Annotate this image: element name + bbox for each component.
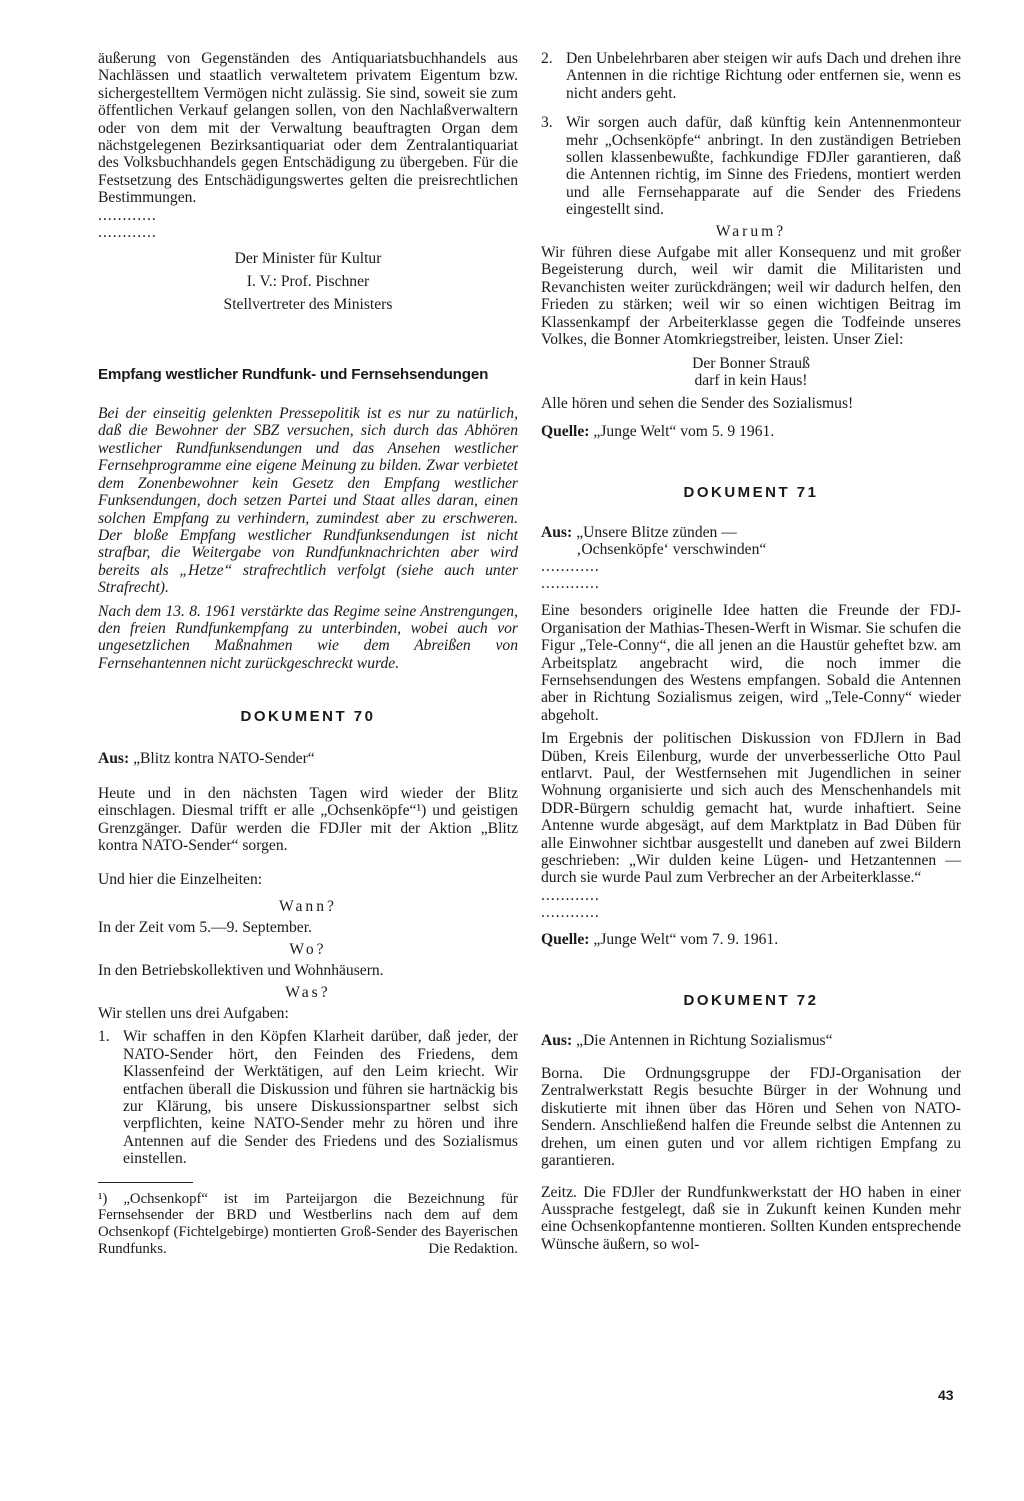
list-number: 1. bbox=[98, 1028, 110, 1046]
task-list bbox=[98, 1028, 518, 1167]
task-list-continued bbox=[541, 50, 961, 219]
aus-label: Aus: bbox=[98, 749, 130, 767]
ellipsis: ............ bbox=[541, 903, 600, 921]
subheading-wann: Wann? bbox=[279, 898, 337, 915]
list-item bbox=[98, 1028, 518, 1167]
list-item bbox=[541, 114, 961, 218]
body-paragraph: In der Zeit vom 5.—9. September. bbox=[98, 919, 312, 937]
aus-title: „Die Antennen in Richtung Sozialismus“ bbox=[576, 1031, 833, 1049]
aus-title: „Blitz kontra NATO-Sender“ bbox=[133, 749, 315, 767]
body-paragraph: Im Ergebnis der politischen Diskussion von FDJlern in Bad Düben, Kreis Eilenburg, wurde der unverbesserliche Otto Paul entlarvt. Paul, der Westfernsehen mit Jugendlichen in seiner Wohnung organisierte und sich auch des Menschenhandels mit DDR-Bürgern schuldig gemacht hat, wurde inhaftiert. Seine Antenne wurde abgesägt, auf dem Marktplatz in Bad Düben für alle Einwohner sichtbar ausgestellt und daneben auf zwei Bildern geschrieben: „Wir dulden keine Lügen- und Hetzantennen — durch sie wurde Paul zum Verbrecher an der Arbeiterklasse.“ bbox=[541, 730, 961, 887]
body-paragraph: Eine besonders originelle Idee hatten die Freunde der FDJ-Organisation der Mathias-Thesen-Werft in Wismar. Sie schufen die Figur „Tele-Conny“, die all jenen an die Haustür geheftet bzw. am Arbeitsplatz angebracht wird, die noch immer die Fernsehsendungen des Westens empfangen. Sobald die Antennen aber in Richtung Sozialismus zeigen, wird „Tele-Conny“ wieder abgeholt. bbox=[541, 602, 961, 724]
document-source-title bbox=[541, 1032, 961, 1049]
subheading-warum: Warum? bbox=[715, 222, 787, 240]
ellipsis: ............ bbox=[541, 575, 600, 593]
signature-block bbox=[98, 247, 518, 316]
document-heading: DOKUMENT 71 bbox=[683, 484, 819, 502]
slogan-line: Der Bonner Strauß bbox=[692, 354, 810, 372]
slogan-line: darf in kein Haus! bbox=[694, 371, 808, 389]
source-text: „Junge Welt“ vom 5. 9 1961. bbox=[593, 422, 775, 440]
footnote-credit: Die Redaktion. bbox=[428, 1240, 518, 1257]
section-heading: Empfang westlicher Rundfunk- und Fernsehsendungen bbox=[98, 365, 489, 383]
source-text: „Junge Welt“ vom 7. 9. 1961. bbox=[593, 930, 779, 948]
body-paragraph: Wir stellen uns drei Aufgaben: bbox=[98, 1005, 289, 1023]
list-text: Wir schaffen in den Köpfen Klarheit darüber, daß jeder, der NATO-Sender hört, den Feinden des Friedens, dem Klassenfeind der Werktätigen, auf den Leim kriecht. Wir entfachen überall die Diskussion und führen sie hartnäckig bis zur Klärung, bis unsere Diskussionspartner selbst sich verpflichten, keine NATO-Sender mehr zu hören und ihre Antennen auf die Sender des Friedens und des Sozialismus einstellen. bbox=[123, 1028, 518, 1168]
document-source bbox=[541, 931, 961, 948]
body-paragraph: Borna. Die Ordnungsgruppe der FDJ-Organisation der Zentralwerkstatt Regis besuchte Bürger in der Wohnung und diskutierte mit ihnen über das Hören und Sehen von NATO-Sendern. Anschließend halfen die Freunde selbst die Antennen zu drehen, um einen guten und vor allem richtigen Empfang zu garantieren. bbox=[541, 1065, 961, 1170]
document-source-title bbox=[98, 750, 518, 767]
left-column bbox=[98, 50, 518, 1258]
aus-label: Aus: bbox=[541, 523, 573, 541]
footnote-text: ¹) „Ochsenkopf“ ist im Parteijargon die Bezeichnung für Fernsehsender der BRD und Westberlins nach dem auf dem Ochsenkopf (Fichtelgebirge) montierten Groß-Sender des Bayerischen Rundfunks. bbox=[98, 1190, 518, 1258]
body-paragraph: Heute und in den nächsten Tagen wird wieder der Blitz einschlagen. Diesmal trifft er alle „Ochsenköpfe“¹) und geistigen Grenzgänger. Dafür werden die FDJler mit der Aktion „Blitz kontra NATO-Sender“ sorgen. bbox=[98, 784, 518, 855]
list-item bbox=[541, 50, 961, 102]
body-paragraph: Wir führen diese Aufgabe mit aller Konsequenz und mit großer Begeisterung durch, weil wir damit die Militaristen und Revanchisten weiter zurückdrängen; weil wir dadurch helfen, den Frieden zu stärken; weil wir so einen wichtigen Beitrag im Klassenkampf der Arbeiterklasse gegen die Todfeinde unseres Volkes, die Bonner Atomkriegstreiber, leisten. Unser Ziel: bbox=[541, 244, 961, 349]
document-heading: DOKUMENT 70 bbox=[240, 708, 376, 726]
list-number: 2. bbox=[541, 50, 553, 67]
body-paragraph: Und hier die Einzelheiten: bbox=[98, 870, 263, 888]
aus-title: „Unsere Blitze zünden — bbox=[576, 523, 737, 541]
footnote-divider bbox=[98, 1182, 193, 1183]
ellipsis: ............ bbox=[541, 886, 600, 904]
section-intro bbox=[98, 405, 518, 672]
signature-line: Der Minister für Kultur bbox=[234, 249, 382, 267]
source-label: Quelle: bbox=[541, 930, 590, 948]
right-column bbox=[541, 50, 961, 1253]
ellipsis: ............ bbox=[541, 558, 600, 576]
document-source-title bbox=[541, 524, 961, 559]
subheading-wo: Wo? bbox=[289, 940, 327, 958]
footnote bbox=[98, 1191, 518, 1258]
list-number: 3. bbox=[541, 114, 553, 132]
body-paragraph: Zeitz. Die FDJler der Rundfunkwerkstatt der HO haben in einer Aussprache festgelegt, daß sie in Zukunft keinen Kunden mehr eine Ochsenkopfantenne montieren. Sollten Kunden entsprechende Wünsche äußern, so wol- bbox=[541, 1183, 961, 1253]
signature-line: I. V.: Prof. Pischner bbox=[246, 272, 370, 290]
ellipsis: ............ bbox=[98, 206, 157, 224]
intro-paragraph: Nach dem 13. 8. 1961 verstärkte das Regime seine Anstrengungen, den freien Rundfunkempfang zu unterbinden, wobei auch vor ungesetzlichen Maßnahmen wie dem Abreißen von Fernsehantennen nicht zurückgeschreckt wurde. bbox=[98, 602, 518, 672]
document-heading: DOKUMENT 72 bbox=[683, 992, 819, 1010]
document-source bbox=[541, 423, 961, 440]
body-paragraph: In den Betriebskollektiven und Wohnhäusern. bbox=[98, 962, 384, 980]
page-number: 43 bbox=[938, 1387, 954, 1403]
signature-line: Stellvertreter des Ministers bbox=[223, 295, 393, 313]
aus-label: Aus: bbox=[541, 1031, 573, 1049]
intro-paragraph: Bei der einseitig gelenkten Pressepolitik ist es nur zu natürlich, daß die Bewohner der SBZ versuchen, sich durch das Abhören westlicher Rundfunksendungen und das Ansehen westlicher Fernsehprogramme eine eigene Meinung zu bilden. Zwar verbietet dem Zonenbewohner kein Gesetz den Empfang westlicher Funksendungen, doch setzen Partei und Staat alles daran, einen solchen Empfang zu verhindern, zumindest aber zu erschweren. Der bloße Empfang westlicher Rundfunksendungen ist nicht strafbar, die Weitergabe von Rundfunknachrichten aber wird bereits als „Hetze“ strafrechtlich verfolgt (siehe auch unter Strafrecht). bbox=[98, 405, 518, 597]
body-paragraph: Alle hören und sehen die Sender des Sozialismus! bbox=[541, 395, 854, 413]
aus-title: ‚Ochsenköpfe‘ verschwinden“ bbox=[576, 540, 767, 558]
ellipsis: ............ bbox=[98, 223, 157, 241]
body-paragraph: äußerung von Gegenständen des Antiquariatsbuchhandels aus Nachlässen und staatlich verwaltetem privatem Eigentum bzw. sichergestelltem Vermögen nicht zulässig. Sie sind, soweit sie zum öffentlichen Verkauf gelangen sollen, von den Nachlaßverwaltern oder von dem mit der Verwaltung beauftragten Organ dem nächstgelegenen Bezirksantiquariat oder dem Zentralantiquariat des Volksbuchhandels gegen Entschädigung zu übergeben. Für die Festsetzung des Entschädigungswertes gelten die preisrechtlichen Bestimmungen. bbox=[98, 50, 518, 207]
list-text: Den Unbelehrbaren aber steigen wir aufs Dach und drehen ihre Antennen in die richtige Richtung oder entfernen sie, wenn es nicht anders geht. bbox=[566, 50, 961, 102]
source-label: Quelle: bbox=[541, 422, 590, 440]
subheading-was: Was? bbox=[285, 983, 331, 1001]
list-text: Wir sorgen auch dafür, daß künftig kein Antennenmonteur mehr „Ochsenköpfe“ anbringt. In den zuständigen Betrieben sollen klassenbewußte, fachkundige FDJler garantieren, daß die Antennen richtig, im Sinne des Friedens, montiert werden und alle Fernsehapparate auf die Sender des Friedens eingestellt sind. bbox=[566, 114, 961, 219]
